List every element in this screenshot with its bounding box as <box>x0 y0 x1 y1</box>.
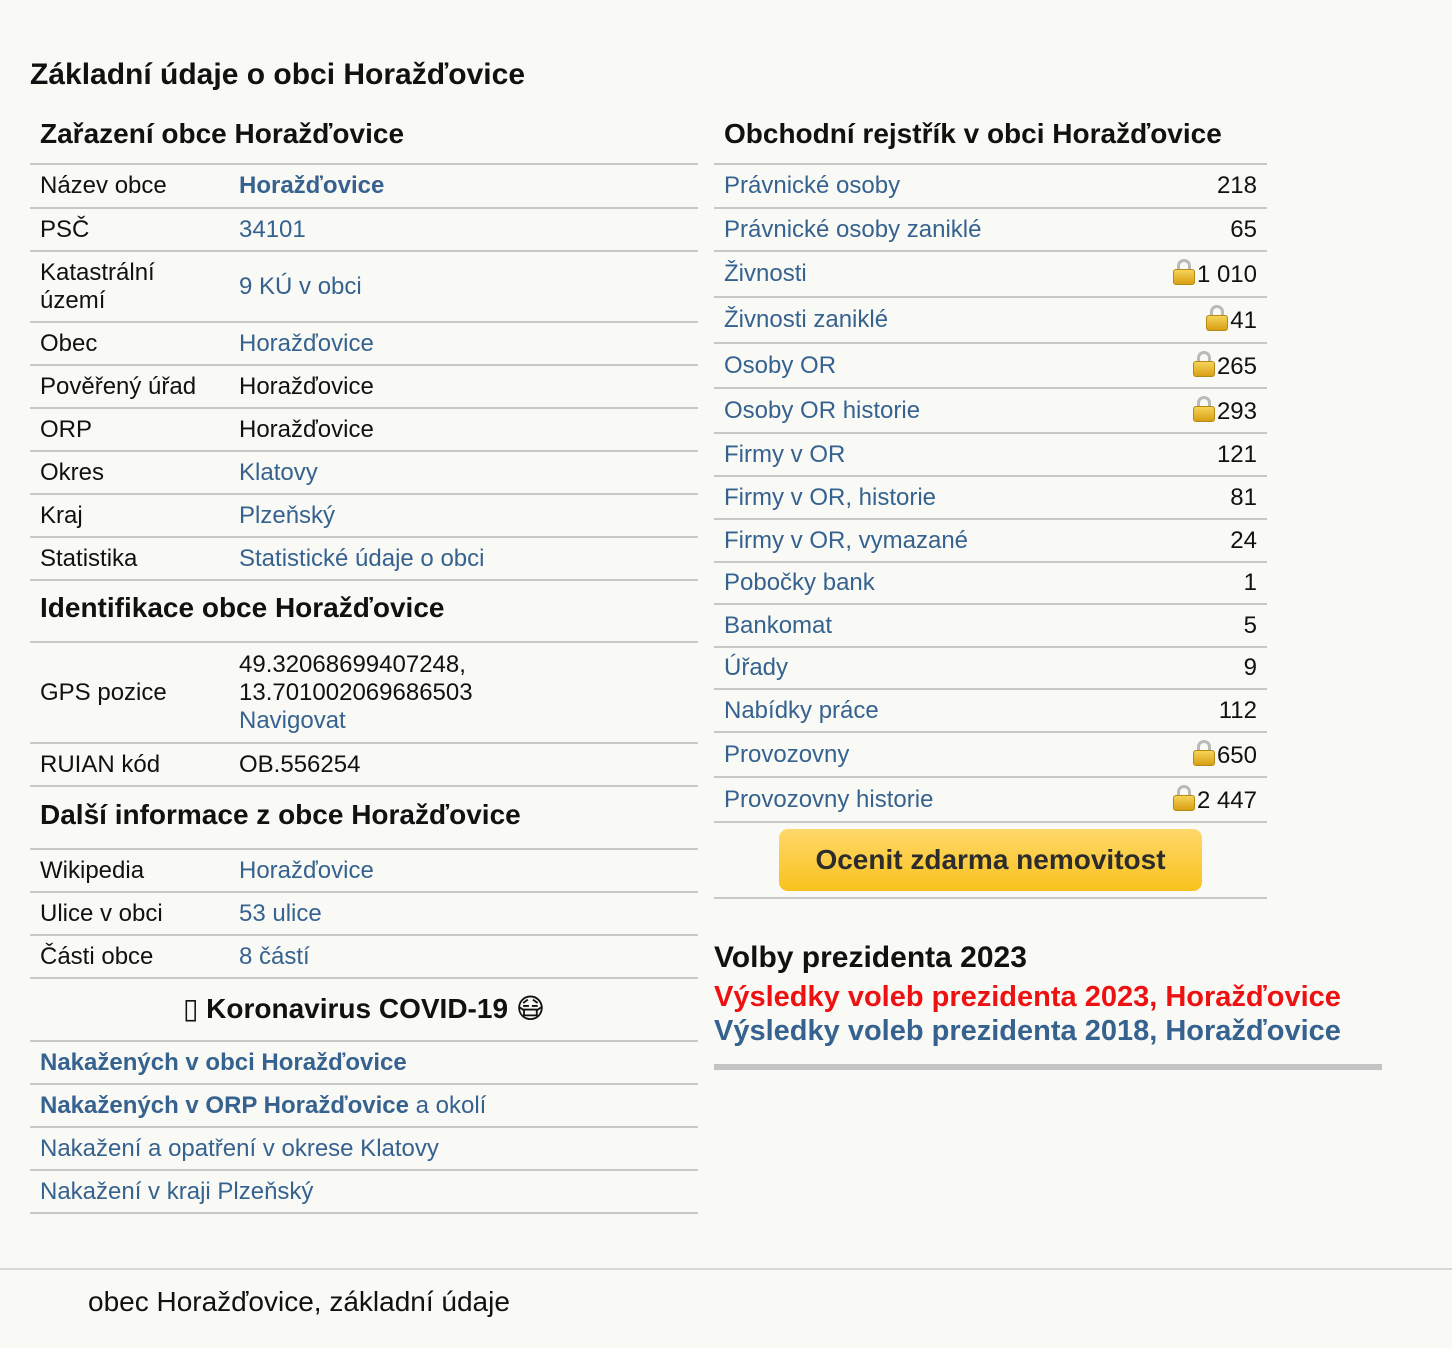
table-row <box>714 476 1267 519</box>
row-key: GPS pozice <box>30 643 229 743</box>
volby-2018-link[interactable]: Výsledky voleb prezidenta 2018, Horažďovice <box>714 1015 1341 1047</box>
rejstrik-count: 650 <box>1216 741 1257 769</box>
table-row <box>714 689 1267 732</box>
psc-link[interactable]: 34101 <box>239 215 306 243</box>
table-row <box>714 165 1267 208</box>
rejstrik-link[interactable]: Živnosti <box>724 260 807 287</box>
nakazenych-orp-link[interactable]: Nakažených v ORP Horažďovice <box>40 1092 409 1119</box>
lock-icon <box>1193 396 1215 422</box>
missing-glyph-icon: ▯ <box>182 993 199 1024</box>
rejstrik-link[interactable]: Bankomat <box>724 611 833 639</box>
right-column <box>714 110 1267 899</box>
table-row <box>714 343 1267 388</box>
covid-row <box>30 1171 698 1214</box>
covid-row <box>30 1128 698 1171</box>
row-value: Horažďovice <box>229 408 698 451</box>
row-key: Kraj <box>30 494 229 537</box>
zarazeni-heading: Zařazení obce Horažďovice <box>30 110 698 165</box>
rejstrik-link[interactable]: Osoby OR historie <box>724 396 921 424</box>
lock-icon <box>1193 740 1215 766</box>
rejstrik-link[interactable]: Právnické osoby zaniklé <box>724 215 982 243</box>
identifikace-table <box>30 643 698 787</box>
table-row <box>30 365 698 408</box>
table-row <box>714 388 1267 433</box>
covid-heading-text: Koronavirus COVID-19 <box>206 993 509 1024</box>
table-row <box>30 208 698 251</box>
katastr-link[interactable]: 9 KÚ v obci <box>239 272 362 300</box>
footer-text: obec Horažďovice, základní údaje <box>88 1286 510 1317</box>
table-row <box>714 297 1267 343</box>
volby-heading: Volby prezidenta 2023 <box>714 941 1027 974</box>
rejstrik-link[interactable]: Pobočky bank <box>724 569 875 596</box>
covid-heading <box>30 979 698 1042</box>
table-row <box>714 604 1267 647</box>
rejstrik-heading: Obchodní rejstřík v obci Horažďovice <box>714 110 1267 165</box>
table-row <box>714 519 1267 562</box>
row-key: Katastrální území <box>30 251 229 322</box>
gps-lat: 49.32068699407248, <box>239 650 466 678</box>
rejstrik-count: 265 <box>1216 352 1257 380</box>
rejstrik-count: 41 <box>1230 307 1257 334</box>
ocenit-nemovitost-button[interactable]: Ocenit zdarma nemovitost <box>779 829 1202 891</box>
dalsi-heading: Další informace z obce Horažďovice <box>30 787 698 850</box>
row-key: ORP <box>30 408 229 451</box>
table-row <box>714 777 1267 822</box>
rejstrik-count: 9 <box>1243 654 1257 681</box>
nakazeni-okres-link[interactable]: Nakažení a opatření v okrese Klatovy <box>40 1135 439 1162</box>
rejstrik-count: 218 <box>1216 172 1257 199</box>
row-key: Pověřený úřad <box>30 365 229 408</box>
table-row <box>30 643 698 743</box>
obec-name-link[interactable]: Horažďovice <box>239 172 385 199</box>
rejstrik-link[interactable]: Živnosti zaniklé <box>724 306 889 333</box>
lock-icon <box>1193 351 1215 377</box>
statistika-link[interactable]: Statistické údaje o obci <box>239 544 485 572</box>
nakazeni-kraj-link[interactable]: Nakažení v kraji Plzeňský <box>40 1178 314 1205</box>
kraj-link[interactable]: Plzeňský <box>239 501 336 529</box>
table-row <box>30 935 698 978</box>
rejstrik-count: 81 <box>1230 483 1257 511</box>
table-row <box>714 562 1267 604</box>
table-row <box>30 165 698 208</box>
obec-link[interactable]: Horažďovice <box>239 329 374 357</box>
table-row <box>30 892 698 935</box>
table-row <box>714 732 1267 777</box>
rejstrik-table <box>714 165 1267 823</box>
table-row <box>714 251 1267 297</box>
okres-link[interactable]: Klatovy <box>239 458 318 486</box>
navigate-link[interactable]: Navigovat <box>239 706 346 734</box>
covid-row-suffix: a okolí <box>408 1092 487 1119</box>
left-column <box>30 110 698 1214</box>
ulice-link[interactable]: 53 ulice <box>239 899 322 927</box>
cta-wrapper <box>714 823 1267 899</box>
rejstrik-link[interactable]: Osoby OR <box>724 351 837 379</box>
footer-divider <box>0 1268 1452 1270</box>
row-key: Statistika <box>30 537 229 580</box>
row-key: Okres <box>30 451 229 494</box>
table-row <box>30 451 698 494</box>
lock-icon <box>1173 785 1195 811</box>
rejstrik-link[interactable]: Provozovny <box>724 740 850 768</box>
dalsi-table <box>30 850 698 979</box>
rejstrik-link[interactable]: Úřady <box>724 654 789 681</box>
divider <box>714 1064 1382 1070</box>
rejstrik-count: 293 <box>1216 397 1257 425</box>
rejstrik-count: 1 <box>1243 569 1257 596</box>
rejstrik-count: 5 <box>1243 611 1257 639</box>
row-key: Obec <box>30 322 229 365</box>
zarazeni-table <box>30 165 698 581</box>
table-row <box>30 537 698 580</box>
gps-lon: 13.701002069686503 <box>239 678 473 706</box>
rejstrik-count: 2 447 <box>1196 786 1257 814</box>
wikipedia-link[interactable]: Horažďovice <box>239 856 374 884</box>
table-row <box>714 433 1267 476</box>
lock-icon <box>1173 259 1195 285</box>
table-row <box>30 251 698 322</box>
rejstrik-count: 1 010 <box>1196 261 1257 288</box>
ruian-value: OB.556254 <box>229 743 698 786</box>
row-value: Horažďovice <box>229 365 698 408</box>
page-title: Základní údaje o obci Horažďovice <box>30 58 526 91</box>
table-row <box>714 647 1267 689</box>
row-key: Wikipedia <box>30 850 229 892</box>
covid-row <box>30 1042 698 1085</box>
rejstrik-count: 65 <box>1230 215 1257 243</box>
row-key: PSČ <box>30 208 229 251</box>
row-key: Ulice v obci <box>30 892 229 935</box>
lock-icon <box>1206 305 1228 331</box>
row-key: Části obce <box>30 935 229 978</box>
rejstrik-link[interactable]: Firmy v OR <box>724 440 846 468</box>
table-row <box>30 494 698 537</box>
rejstrik-link[interactable]: Nabídky práce <box>724 696 879 724</box>
rejstrik-link[interactable]: Provozovny historie <box>724 785 934 813</box>
rejstrik-count: 112 <box>1218 696 1257 724</box>
table-row <box>30 743 698 786</box>
face-mask-icon: 😷 <box>515 992 546 1025</box>
rejstrik-link[interactable]: Firmy v OR, vymazané <box>724 526 969 554</box>
volby-2023-link[interactable]: Výsledky voleb prezidenta 2023, Horažďovice <box>714 981 1341 1013</box>
table-row <box>30 850 698 892</box>
rejstrik-count: 121 <box>1216 440 1257 468</box>
volby-section <box>714 938 1382 1070</box>
nakazenych-obec-link[interactable]: Nakažených v obci Horažďovice <box>40 1049 407 1076</box>
row-key: RUIAN kód <box>30 743 229 786</box>
rejstrik-link[interactable]: Firmy v OR, historie <box>724 483 937 511</box>
identifikace-heading: Identifikace obce Horažďovice <box>30 581 698 643</box>
row-key: Název obce <box>30 165 229 208</box>
rejstrik-link[interactable]: Právnické osoby <box>724 172 901 199</box>
table-row <box>30 322 698 365</box>
rejstrik-count: 24 <box>1230 526 1257 554</box>
casti-link[interactable]: 8 částí <box>239 942 310 970</box>
table-row <box>714 208 1267 251</box>
table-row <box>30 408 698 451</box>
covid-row <box>30 1085 698 1128</box>
